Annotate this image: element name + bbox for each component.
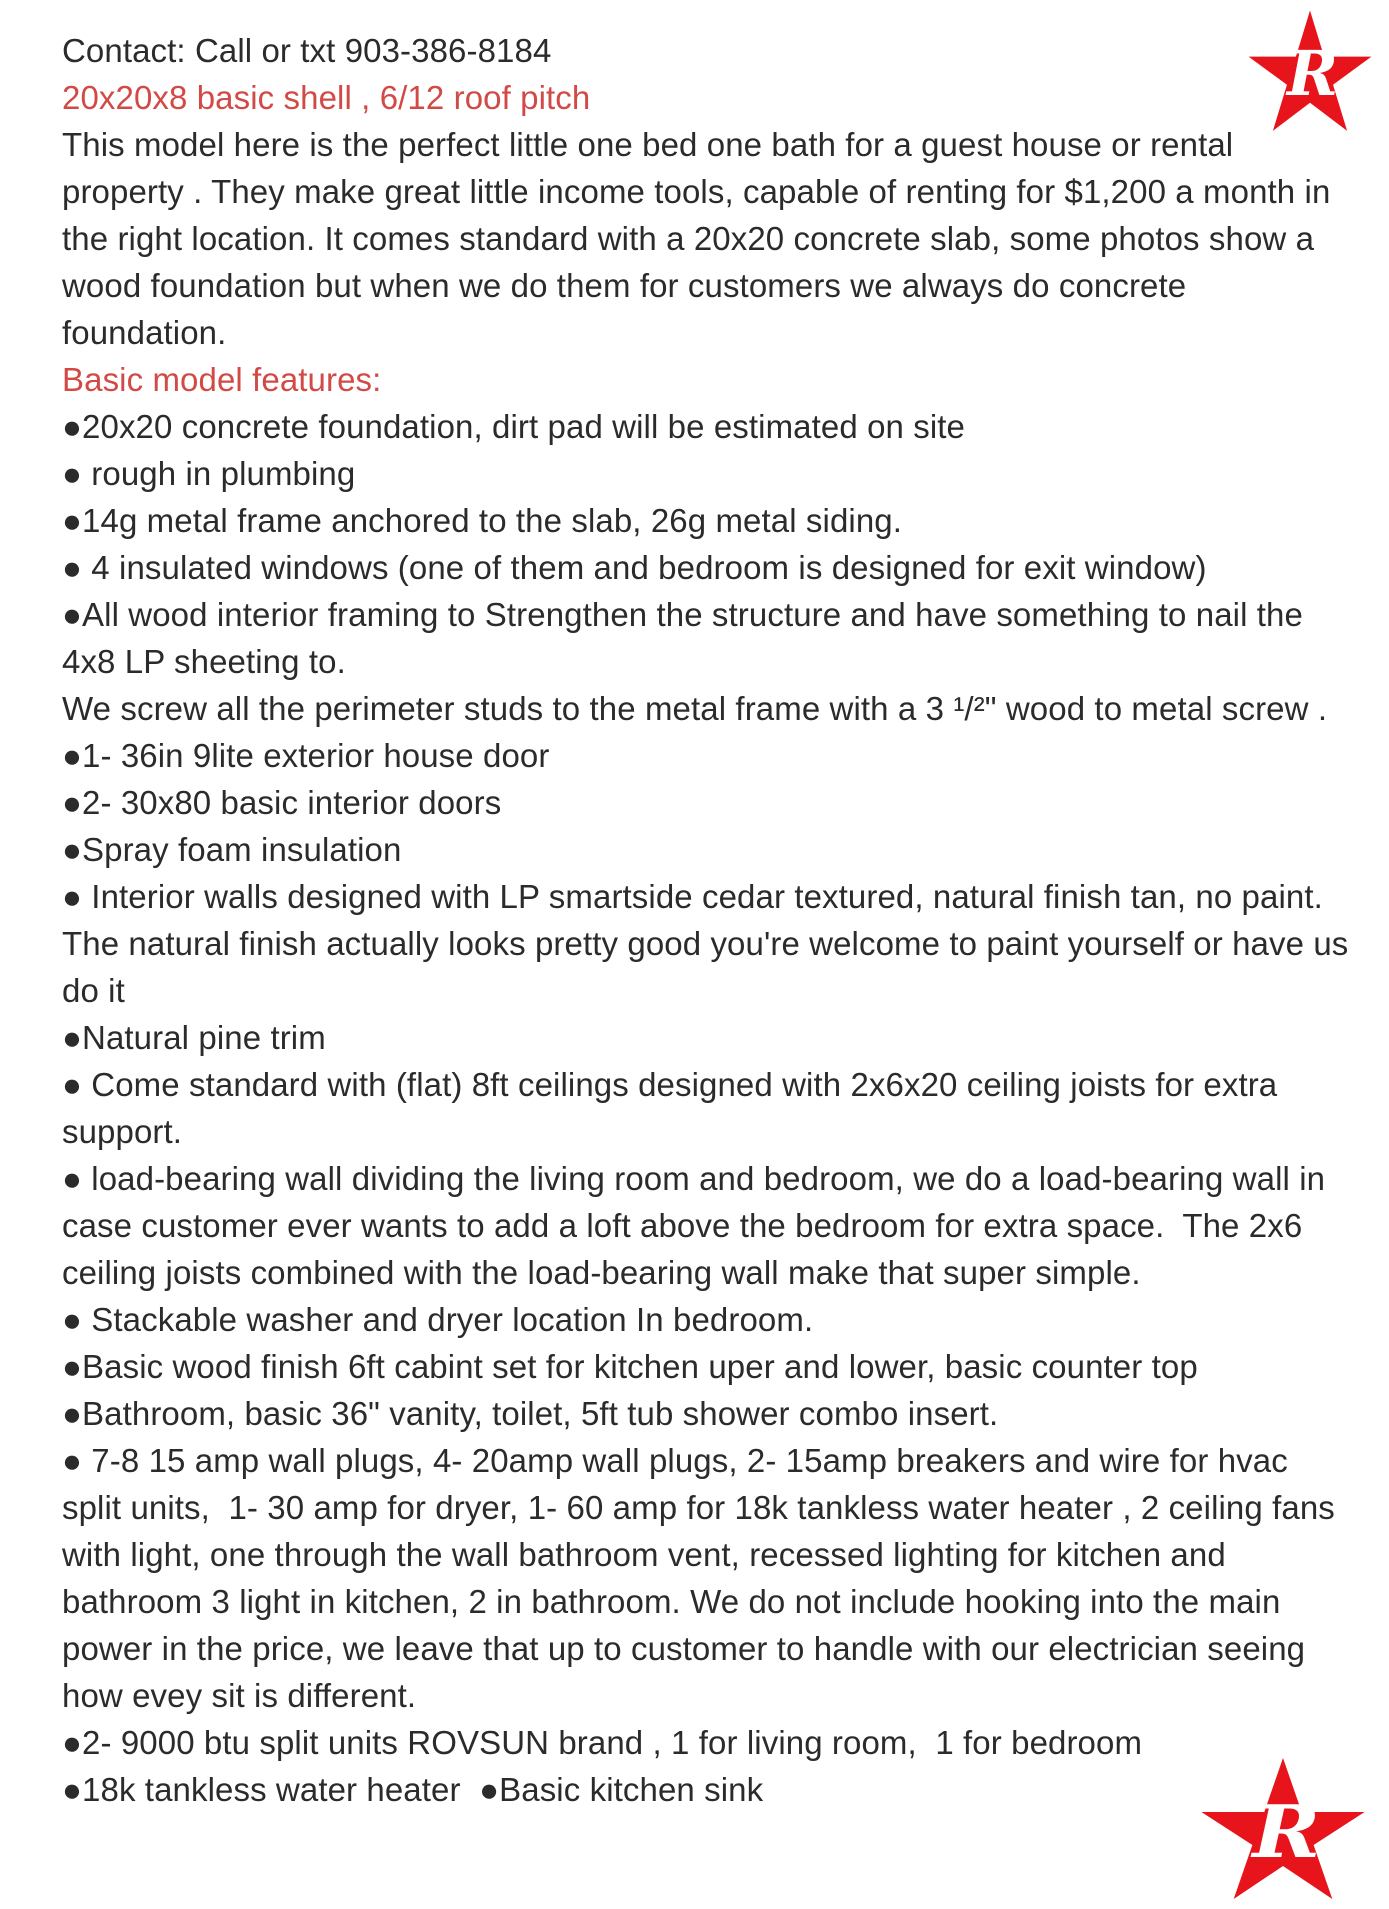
listing-text xyxy=(62,27,1358,1813)
feature-item: ●Spray foam insulation xyxy=(62,831,402,868)
feature-item: ● 7-8 15 amp wall plugs, 4- 20amp wall plugs, 2- 15amp breakers and wire for hvac split units, 1- 30 amp for dryer, 1- 60 amp for 18k tankless water heater , 2 ceiling fans with light, one through the wall bathroom vent, recessed lighting for kitchen and bathroom 3 light in kitchen, 2 in bathroom. We do not include hooking into the main power in the price, we leave that up to customer to handle with our electrician seeing how evey sit is different. xyxy=(62,1442,1345,1714)
logo-monogram: R xyxy=(1287,38,1339,111)
logo-monogram: R xyxy=(1252,1790,1321,1875)
intro-paragraph: This model here is the perfect little one bed one bath for a guest house or rental property . They make great little income tools, capable of renting for $1,200 a month in the right location. It comes standard with a 20x20 concrete slab, some photos show a wood foundation but when we do them for customers we always do concrete foundation. xyxy=(62,126,1340,351)
star-icon xyxy=(1198,1755,1368,1905)
feature-item: ●18k tankless water heater ●Basic kitchen sink xyxy=(62,1771,764,1808)
feature-item: ● 4 insulated windows (one of them and bedroom is designed for exit window) xyxy=(62,549,1207,586)
feature-item: We screw all the perimeter studs to the metal frame with a 3 ¹/²" wood to metal screw . xyxy=(62,690,1328,727)
feature-item: ● Interior walls designed with LP smartside cedar textured, natural finish tan, no paint. The natural finish actually looks pretty good you're welcome to paint yourself or have us do it xyxy=(62,878,1358,1009)
feature-item: ● load-bearing wall dividing the living room and bedroom, we do a load-bearing wall in case customer ever wants to add a loft above the bedroom for extra space. The 2x6 ceiling joists combined with the load-bearing wall make that super simple. xyxy=(62,1160,1335,1291)
star-logo-top xyxy=(1246,8,1374,136)
feature-item: ●Basic wood finish 6ft cabint set for kitchen uper and lower, basic counter top xyxy=(62,1348,1198,1385)
feature-item: ●Natural pine trim xyxy=(62,1019,326,1056)
feature-item: ●1- 36in 9lite exterior house door xyxy=(62,737,550,774)
model-title: 20x20x8 basic shell , 6/12 roof pitch xyxy=(62,79,591,116)
feature-item: ● Stackable washer and dryer location In bedroom. xyxy=(62,1301,814,1338)
feature-item: ●2- 9000 btu split units ROVSUN brand , 1 for living room, 1 for bedroom xyxy=(62,1724,1143,1761)
feature-item: ●20x20 concrete foundation, dirt pad will be estimated on site xyxy=(62,408,966,445)
feature-item: ● rough in plumbing xyxy=(62,455,356,492)
feature-item: ●All wood interior framing to Strengthen the structure and have something to nail the 4x8 LP sheeting to. xyxy=(62,596,1313,680)
features-list xyxy=(62,403,1358,1813)
feature-item: ●2- 30x80 basic interior doors xyxy=(62,784,502,821)
star-icon xyxy=(1246,8,1374,136)
feature-item: ●14g metal frame anchored to the slab, 26g metal siding. xyxy=(62,502,903,539)
star-logo-bottom xyxy=(1198,1755,1368,1905)
contact-line: Contact: Call or txt 903-386-8184 xyxy=(62,32,552,69)
feature-item: ● Come standard with (flat) 8ft ceilings designed with 2x6x20 ceiling joists for extra support. xyxy=(62,1066,1287,1150)
feature-item: ●Bathroom, basic 36" vanity, toilet, 5ft tub shower combo insert. xyxy=(62,1395,999,1432)
features-heading: Basic model features: xyxy=(62,361,382,398)
